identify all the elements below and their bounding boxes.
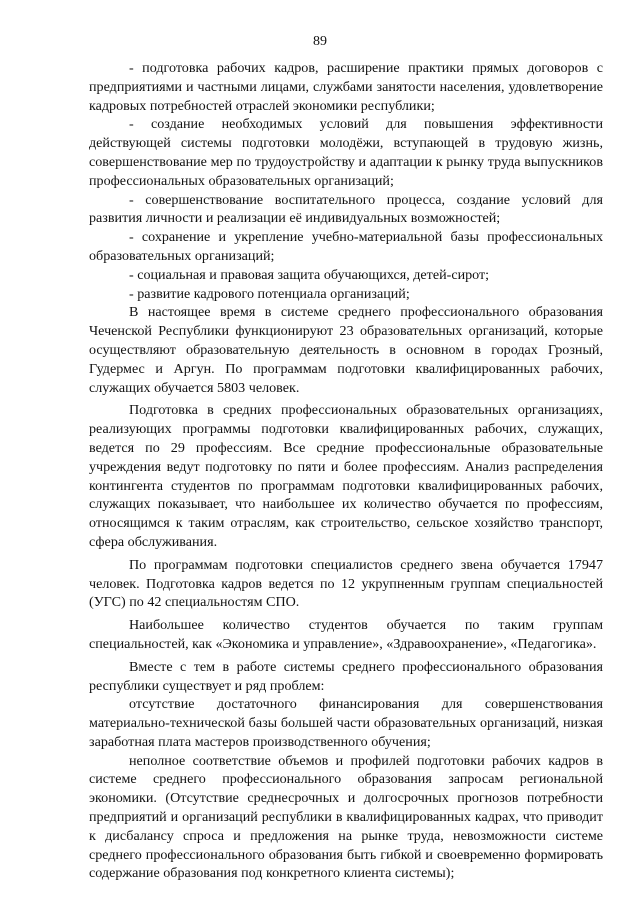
problem-item-mismatch: неполное соответствие объемов и профилей подготовки рабочих кадров в системе среднего профессионального образования запросам региональной экономики. (Отсутствие среднесрочных и долгосрочных прогнозов потребности предприятий и организаций республики в квалифицированных кадрах, что приводит к дисбалансу спроса и предложения на рынке труда, невозможности системе среднего профессионального образования быть гибкой и своевременно формировать содержание образования под конкретного клиента системы); [89, 752, 603, 882]
list-item-social-protection: - социальная и правовая защита обучающихся, детей-сирот; [129, 266, 490, 283]
paragraph-problems-intro: Вместе с тем в работе системы среднего профессионального образования республики существует и ряд проблем: [89, 658, 603, 694]
list-item-youth-training-efficiency: - создание необходимых условий для повышения эффективности действующей системы подготовки молодёжи, вступающей в трудовую жизнь, совершенствование мер по трудоустройству и адаптации к рынку труда выпускников профессиональных образовательных организаций; [89, 116, 603, 189]
paragraph-mid-level-specialists: По программам подготовки специалистов среднего звена обучается 17947 человек. Подготовка кадров ведется по 12 укрупненным группам специальностей (УГС) по 42 специальностям СПО. [89, 556, 603, 611]
paragraph-largest-groups: Наибольшее количество студентов обучается по таким группам специальностей, как «Экономика и управление», «Здравоохранение», «Педагогика». [89, 617, 603, 652]
page-number: 89 [313, 34, 327, 49]
list-item-staff-potential: - развитие кадрового потенциала организаций; [129, 285, 410, 302]
problem-item-financing: отсутствие достаточного финансирования для совершенствования материально-технической базы большей части образовательных организаций, низкая заработная плата мастеров производственного обучения; [89, 696, 603, 750]
paragraph-professions-training: Подготовка в средних профессиональных образовательных организациях, реализующих программы подготовки квалифицированных рабочих, служащих, ведется по 29 профессиям. Все средние профессиональные образовательные учреждения ведут подготовку по пяти и более профессиям. Анализ распределения контингента студентов по программам подготовки квалифицированных рабочих, служащих показывает, что наибольшее их количество обучается по профессиям, относящимся к таким отраслям, как строительство, сельское хозяйство транспорт, сфера обслуживания. [89, 402, 603, 550]
list-item-material-base: - сохранение и укрепление учебно-материальной базы профессиональных образовательных организаций; [89, 229, 603, 264]
list-item-educational-process: - совершенствование воспитательного процесса, создание условий для развития личности и реализации её индивидуальных возможностей; [89, 191, 603, 227]
paragraph-current-system: В настоящее время в системе среднего профессионального образования Чеченской Республики функционируют 23 образовательных организаций, которые осуществляют образовательную деятельность в основном в городах Грозный, Гудермес и Аргун. По программам подготовки квалифицированных рабочих, служащих обучается 5803 человек. [89, 304, 603, 396]
document-body [89, 59, 603, 883]
list-item-workforce-training: - подготовка рабочих кадров, расширение практики прямых договоров с предприятиями и частными лицами, службами занятости населения, удовлетворение кадровых потребностей отраслей экономики республики; [89, 60, 603, 114]
